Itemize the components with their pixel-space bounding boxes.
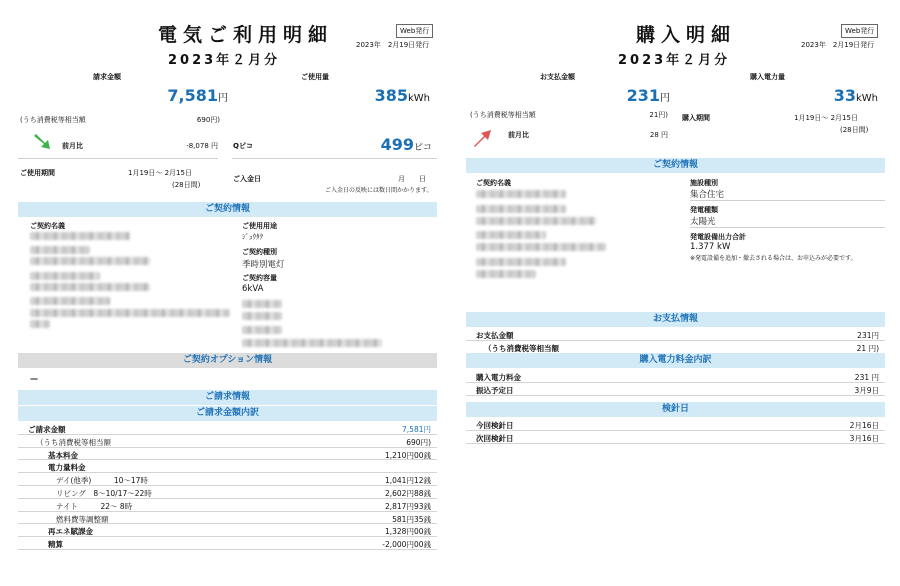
deposit-note: ご入金日の反映には数日間かかります。: [325, 187, 433, 194]
right-mom-value: 28 円: [649, 131, 668, 139]
paid-unit: 円: [660, 93, 670, 104]
billing-value: 7,581: [167, 86, 218, 105]
row-label: 燃料費等調整額: [56, 514, 109, 524]
redacted-text: [242, 326, 282, 334]
right-period-label: 購入期間: [682, 114, 710, 122]
redacted-text: [30, 246, 90, 254]
redacted-text: [30, 257, 150, 265]
billing-unit: 円: [218, 93, 228, 104]
row-label: お支払金額: [476, 331, 514, 340]
redacted-text: [30, 309, 230, 317]
usage-label: ご使用量: [301, 73, 329, 81]
purchase-value: 33: [833, 86, 856, 105]
redacted-text: [476, 217, 596, 225]
usage-amount: [350, 86, 430, 105]
divider: [232, 158, 437, 159]
table-row: [18, 524, 437, 537]
purchase-amount: [800, 86, 878, 105]
right-tax-label: (うち消費税等相当額: [470, 111, 536, 119]
billing-label: 請求金額: [93, 73, 121, 81]
left-issue-date: 2023年 2月19日発行: [356, 41, 430, 49]
right-mom-label: 前月比: [508, 131, 529, 139]
use-value: ｼﾞｭｳﾀｸ: [242, 233, 263, 241]
right-period-value: 1月19日～ 2月15日: [794, 114, 858, 122]
row-label: 再エネ賦課金: [48, 527, 93, 537]
redacted-text: [476, 258, 566, 266]
redacted-text: [30, 283, 150, 291]
row-label: （うち消費税等相当額: [484, 344, 559, 353]
qpico-unit: ピコ: [413, 143, 432, 153]
row-value: 2月16日: [849, 421, 879, 430]
row-label: 次回検針日: [476, 434, 514, 443]
contract-name-label: ご契約名義: [30, 222, 65, 230]
divider: [690, 200, 885, 201]
period-label: ご使用期間: [20, 169, 55, 177]
row-label: ナイト 22～ 8時: [56, 501, 133, 511]
redacted-text: [476, 205, 566, 213]
row-label: ご請求金額: [28, 425, 66, 434]
output-label: 発電設備出力合計: [690, 233, 746, 241]
facility-value: 集合住宅: [690, 190, 725, 200]
row-label: 基本料金: [48, 450, 78, 460]
redacted-text: [476, 231, 546, 239]
right-issue-date: 2023年 2月19日発行: [801, 41, 875, 49]
gen-label: 発電種類: [690, 206, 718, 214]
contract-band: ご契約情報: [18, 202, 437, 217]
table-row: [18, 460, 437, 473]
right-title: 購入明細: [636, 24, 737, 46]
table-row: [18, 473, 437, 486]
row-label: 振込予定日: [476, 386, 514, 395]
table-row: [466, 328, 885, 341]
right-period-days: (28日間): [840, 126, 869, 134]
left-title: 電気ご利用明細: [158, 24, 334, 46]
table-row: [466, 383, 885, 396]
meter-band: 検針日: [466, 402, 885, 417]
row-label: （うち消費税等相当額: [36, 437, 111, 447]
left-web-badge: Web発行: [396, 24, 433, 38]
tax-value: 690円): [196, 116, 220, 124]
paid-label: お支払金額: [540, 73, 575, 81]
facility-label: 施設種別: [690, 179, 718, 187]
table-row: [18, 499, 437, 512]
capacity-label: ご契約容量: [242, 274, 277, 282]
use-label: ご使用用途: [242, 222, 277, 230]
right-web-badge: Web発行: [841, 24, 878, 38]
row-label: 電力量料金: [48, 463, 86, 473]
row-value: 2,817円93銭: [384, 501, 431, 511]
row-label: デイ(他季) 10～17時: [56, 476, 148, 486]
qpico-amount: [360, 135, 432, 154]
qpico-label: Qピコ: [233, 142, 253, 150]
type-value: 季時別電灯: [242, 260, 285, 270]
bill-detail-band: ご請求金額内訳: [18, 406, 437, 421]
row-label: リビング 8～10/17～22時: [56, 489, 152, 498]
gen-value: 太陽光: [690, 217, 716, 227]
deposit-label: ご入金日: [233, 175, 261, 183]
detail-band: 購入電力料金内訳: [466, 353, 885, 368]
table-row: [466, 431, 885, 444]
row-value: 581円35銭: [392, 514, 431, 524]
table-row: [18, 435, 437, 448]
row-value: 690円): [406, 437, 431, 447]
table-row: [18, 486, 437, 499]
output-value: 1.377 kW: [690, 242, 731, 252]
right-month: 2023年２月分: [618, 53, 731, 68]
row-value: 1,041円12銭: [384, 476, 431, 486]
divider: [690, 227, 885, 228]
redacted-text: [242, 339, 382, 347]
billing-amount: [150, 86, 228, 105]
purchase-label: 購入電力量: [750, 73, 785, 81]
capacity-value: 6kVA: [242, 284, 264, 294]
row-value: 7,581円: [402, 425, 431, 434]
redacted-text: [30, 272, 100, 280]
tax-label: (うち消費税等相当額: [20, 116, 86, 124]
pay-band: お支払情報: [466, 312, 885, 327]
table-row: [18, 537, 437, 550]
row-label: 購入電力料金: [476, 373, 521, 382]
table-row: [466, 370, 885, 383]
purchase-unit: kWh: [855, 93, 878, 104]
table-row: [466, 418, 885, 431]
redacted-text: [476, 190, 566, 198]
divider: [18, 158, 218, 159]
row-value: 3月16日: [849, 434, 879, 443]
usage-unit: kWh: [407, 93, 430, 104]
table-row: [18, 512, 437, 525]
mom-label: 前月比: [62, 142, 83, 150]
output-note: ※発電設備を追加・撤去される場合は、お申込みが必要です。: [690, 255, 857, 262]
row-label: 精算: [48, 540, 63, 550]
left-month: 2023年２月分: [168, 53, 281, 68]
redacted-text: [476, 243, 606, 251]
option-value: —: [30, 374, 38, 383]
redacted-text: [30, 320, 50, 328]
table-row: [18, 422, 437, 435]
option-band: ご契約オプション情報: [18, 353, 437, 368]
row-value: 1,210円00銭: [384, 450, 431, 460]
deposit-value: 月 日: [398, 175, 426, 183]
row-label: 今回検針日: [476, 421, 514, 430]
right-contract-name-label: ご契約名義: [476, 179, 511, 187]
bill-band: ご請求情報: [18, 390, 437, 405]
paid-amount: [600, 86, 670, 105]
row-value: 3月9日: [854, 386, 879, 395]
row-value: 231 円: [854, 373, 879, 382]
redacted-text: [242, 312, 282, 320]
row-value: 21 円): [856, 344, 879, 353]
redacted-text: [476, 270, 536, 278]
period-days: (28日間): [172, 181, 201, 189]
table-row: [18, 448, 437, 461]
row-value: 2,602円88銭: [384, 489, 431, 498]
usage-value: 385: [374, 86, 408, 105]
row-value: 1,328円00銭: [384, 527, 431, 537]
row-value: -2,000円00銭: [382, 540, 431, 550]
redacted-text: [30, 232, 130, 240]
row-value: 231円: [857, 331, 879, 340]
redacted-text: [30, 297, 110, 305]
type-label: ご契約種別: [242, 248, 277, 256]
qpico-value: 499: [380, 135, 414, 154]
right-contract-band: ご契約情報: [466, 158, 885, 173]
green-arrow-icon: [32, 133, 52, 151]
paid-value: 231: [626, 86, 660, 105]
period-value: 1月19日～ 2月15日: [128, 169, 192, 177]
redacted-text: [242, 300, 282, 308]
right-tax-value: 21円): [649, 111, 668, 119]
mom-value: -8,078 円: [186, 142, 218, 150]
red-arrow-icon: [472, 128, 494, 150]
